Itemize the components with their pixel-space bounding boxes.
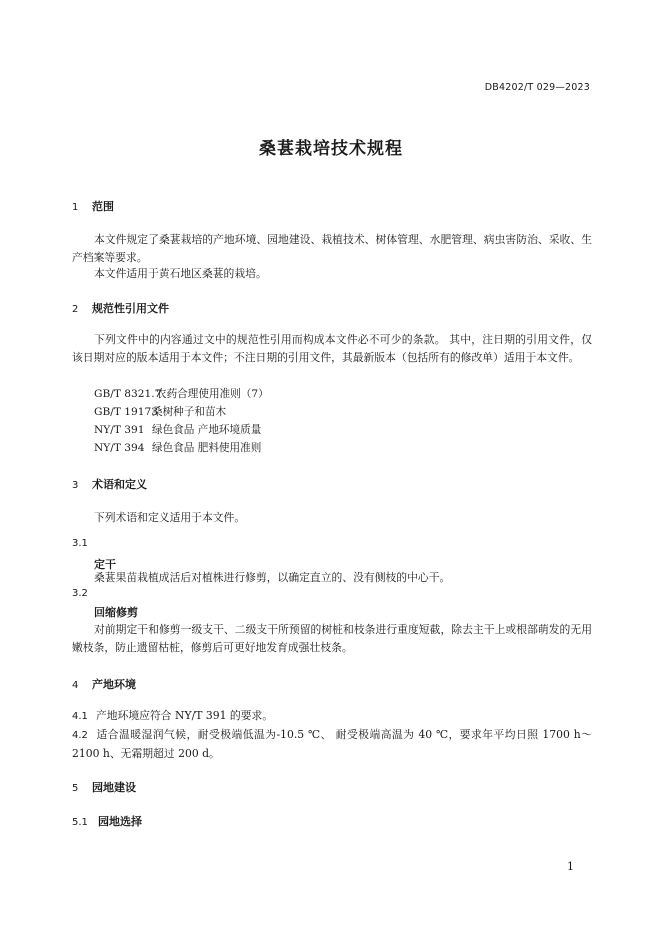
section-3-paragraph: 下列术语和定义适用于本文件。 <box>94 511 246 524</box>
clause-item <box>72 726 592 763</box>
reference-item <box>94 386 269 401</box>
term-definition: 对前期定干和修剪一级支干、二级支干所预留的树桩和枝条进行重度短截，除去主干上或根部萌发的无用嫩枝条，防止遗留枯桩，修剪后可更好地发育成强壮枝条。 <box>72 623 592 654</box>
section-2-heading <box>72 300 169 316</box>
section-title: 范围 <box>92 200 114 213</box>
term-number: 3.1 <box>72 538 88 549</box>
clause-number: 4.1 <box>72 711 88 722</box>
section-number: 3 <box>72 480 79 491</box>
clause-text: 产地环境应符合 NY/T 391 的要求。 <box>96 709 274 722</box>
subsection-heading <box>72 813 142 829</box>
section-number: 4 <box>72 680 79 691</box>
reference-name: 农药合理使用准则（7） <box>156 388 269 400</box>
section-5-heading <box>72 779 136 795</box>
clause-number: 4.2 <box>72 730 88 741</box>
section-title: 规范性引用文件 <box>92 302 169 315</box>
reference-code: GB/T 19173 <box>94 406 158 418</box>
reference-code: GB/T 8321.7 <box>94 388 162 400</box>
subsection-title: 园地选择 <box>98 815 142 828</box>
reference-name: 绿色食品 肥料使用准则 <box>152 442 262 454</box>
reference-code: NY/T 391 <box>94 424 145 436</box>
section-2-paragraph: 下列文件中的内容通过文中的规范性引用而构成本文件必不可少的条款。 其中，注日期的引用文件，仅该日期对应的版本适用于本文件；不注日期的引用文件，其最新版本（包括所有的修改单）适用于本文件。 <box>72 333 592 364</box>
clause-text: 适合温暖湿润气候，耐受极端低温为-10.5 ℃、 耐受极端高温为 40 ℃，要求年平均日照 1700 h～2100 h、无霜期超过 200 d。 <box>72 728 592 760</box>
section-1-heading <box>72 198 114 214</box>
section-number: 1 <box>72 202 79 213</box>
section-number: 5 <box>72 783 79 794</box>
reference-item <box>94 440 261 455</box>
section-title: 园地建设 <box>92 781 136 794</box>
document-code: DB4202/T 029—2023 <box>484 82 590 93</box>
section-4-heading <box>72 676 136 692</box>
term-definition: 桑葚果苗栽植成活后对植株进行修剪，以确定直立的、没有侧枝的中心干。 <box>94 571 451 584</box>
term-name: 回缩修剪 <box>94 606 138 619</box>
document-title: 桑葚栽培技术规程 <box>259 139 403 159</box>
clause-item <box>72 707 273 726</box>
reference-code: NY/T 394 <box>94 442 145 454</box>
term-number: 3.2 <box>72 588 88 599</box>
reference-name: 绿色食品 产地环境质量 <box>152 424 262 436</box>
section-3-heading <box>72 476 147 492</box>
page-number: 1 <box>567 860 574 873</box>
reference-item <box>94 404 226 419</box>
section-number: 2 <box>72 304 79 315</box>
reference-name: 桑树种子和苗木 <box>152 406 227 418</box>
section-title: 产地环境 <box>92 678 136 691</box>
subsection-number: 5.1 <box>72 817 88 828</box>
section-title: 术语和定义 <box>92 478 147 491</box>
reference-item <box>94 422 261 437</box>
section-1-paragraph: 本文件适用于黄石地区桑葚的栽培。 <box>94 267 267 280</box>
section-1-paragraph: 本文件规定了桑葚栽培的产地环境、园地建设、栽植技术、树体管理、水肥管理、病虫害防治、采收、生产档案等要求。 <box>72 233 592 264</box>
term-name: 定干 <box>94 558 116 571</box>
